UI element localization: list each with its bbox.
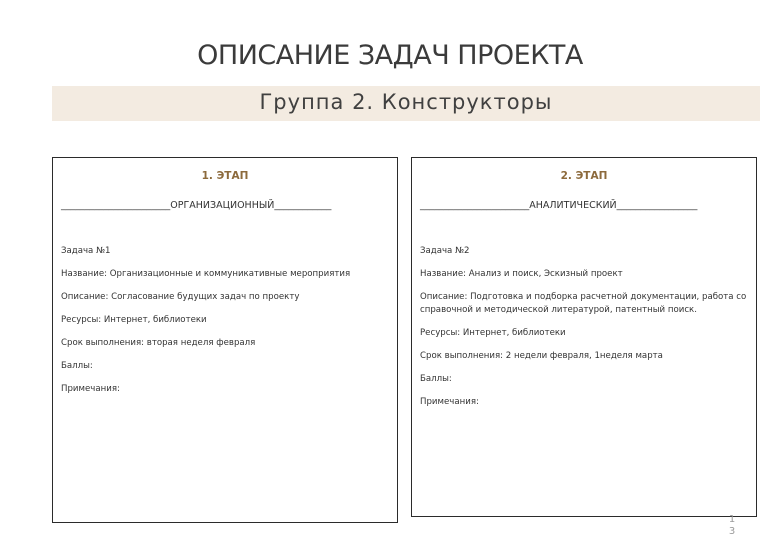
task-description: Описание: Подготовка и подборка расчетной документации, работа со справочной и методической литературой, патентный поиск. <box>420 292 747 315</box>
task-resources: Ресурсы: Интернет, библиотеки <box>61 315 207 325</box>
slide-subtitle: Группа 2. Конструкторы <box>259 90 553 114</box>
page-number-digit-1: 1 <box>728 514 736 525</box>
task-points: Баллы: <box>61 361 93 371</box>
stage-heading: 1. ЭТАП <box>201 170 249 182</box>
task-block <box>61 245 389 396</box>
task-block <box>420 245 748 409</box>
stage-heading: 2. ЭТАП <box>560 170 608 182</box>
task-notes: Примечания: <box>61 384 120 394</box>
task-number: Задача №2 <box>420 246 470 256</box>
task-number: Задача №1 <box>61 246 111 256</box>
task-points: Баллы: <box>420 374 452 384</box>
task-deadline: Срок выполнения: вторая неделя февраля <box>61 338 256 348</box>
task-deadline: Срок выполнения: 2 недели февраля, 1неделя марта <box>420 351 663 361</box>
page-number-digit-2: 3 <box>728 526 736 537</box>
task-description: Описание: Согласование будущих задач по проекту <box>61 292 300 302</box>
subtitle-band <box>52 86 760 121</box>
stage-panel-1 <box>52 157 398 523</box>
stage-panel-2 <box>411 157 757 517</box>
task-title: Название: Анализ и поиск, Эскизный проект <box>420 269 623 279</box>
stage-name: _______________________АНАЛИТИЧЕСКИЙ_________________ <box>420 200 698 211</box>
task-resources: Ресурсы: Интернет, библиотеки <box>420 328 566 338</box>
page-number <box>726 514 738 538</box>
task-title: Название: Организационные и коммуникативные мероприятия <box>61 269 351 279</box>
task-notes: Примечания: <box>420 397 479 407</box>
stage-name: _______________________ОРГАНИЗАЦИОННЫЙ____________ <box>61 200 332 211</box>
slide-title: ОПИСАНИЕ ЗАДАЧ ПРОЕКТА <box>197 40 583 71</box>
